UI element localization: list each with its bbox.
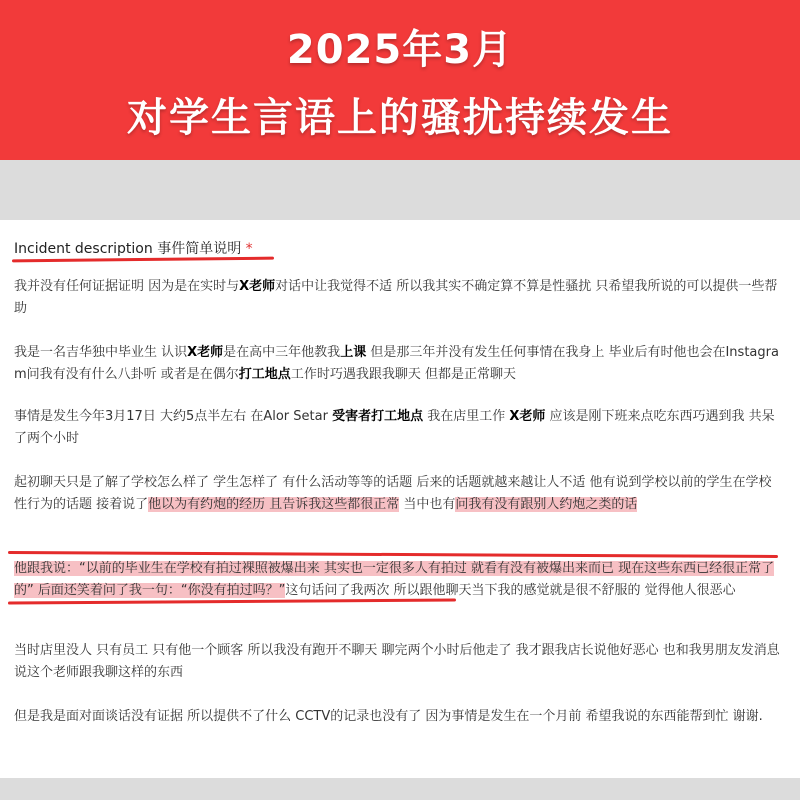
p2-class-word: 上课	[340, 345, 367, 360]
paragraph-3	[14, 406, 784, 450]
p3-text-a: 事情是发生今年3月17日 大约5点半左右 在Alor Setar	[14, 409, 333, 424]
p1-text-a: 我并没有任何证据证明 因为是在实时与	[14, 279, 240, 294]
paragraph-7: 但是我是面对面谈话没有证据 所以提供不了什么 CCTV的记录也没有了 因为事情是发生在一个月前 希望我说的东西能帮到忙 谢谢.	[14, 709, 763, 724]
incident-form-card	[0, 220, 800, 778]
p4-text-c: 当中也有	[399, 497, 456, 512]
p1-teacher-name: X老师	[239, 279, 276, 294]
p3-victim-workplace: 受害者打工地点	[332, 409, 424, 424]
paragraph-1	[14, 276, 784, 320]
p5-highlight-quote: 他跟我说：“以前的毕业生在学校有拍过裸照被爆出来 其实也一定很多人有拍过 就看有没有被爆出来而已 现在这些东西已经很正常了的” 后面还笑着问了我一句：“你没有拍过吗？”	[14, 561, 775, 598]
paragraph-2	[14, 342, 784, 386]
p4-highlight-1: 他以为有约炮的经历 且告诉我这些都很正常	[148, 497, 400, 512]
required-asterisk: *	[245, 241, 253, 257]
p5-text-b: 这句话问了我两次 所以跟他聊天当下我的感觉就是很不舒服的 觉得他人很恶心	[285, 583, 736, 598]
p2-text-g: 工作时巧遇我跟我聊天 但都是正常聊天	[290, 367, 516, 382]
banner-headline: 对学生言语上的骚扰持续发生	[127, 95, 673, 141]
p3-text-e: 应该是刚下班来点吃东西巧遇到我 共呆了两个小时	[14, 409, 775, 446]
field-label	[14, 238, 253, 258]
banner-date: 2025年3月	[286, 27, 514, 73]
p2-text-e: 但是那三年并没有发生任何事情在我身上 毕业后有时他也会在Instagram问我有没有什么八卦听 或者是在偶尔	[14, 345, 779, 382]
title-banner	[0, 0, 800, 160]
p2-teacher-name: X老师	[187, 345, 224, 360]
p1-text-c: 对话中让我觉得不适 所以我其实不确定算不算是性骚扰 只希望我所说的可以提供一些帮助	[14, 279, 778, 316]
p2-workplace: 打工地点	[238, 367, 291, 382]
p2-text-c: 是在高中三年他教我	[223, 345, 341, 360]
field-label-text: Incident description 事件简单说明	[14, 241, 242, 257]
p3-text-c: 我在店里工作	[423, 409, 510, 424]
paragraph-4	[14, 472, 784, 516]
p2-text-a: 我是一名吉华独中毕业生 认识	[14, 345, 188, 360]
p3-teacher-name: X老师	[509, 409, 546, 424]
p4-highlight-2: 问我有没有跟别人约炮之类的话	[455, 497, 638, 512]
p4-text-a: 起初聊天只是了解了学校怎么样了 学生怎样了 有什么活动等等的话题 后来的话题就越来越让人不适 他有说到学校以前的学生在学校性行为的话题 接着说了	[14, 475, 772, 512]
paragraph-6: 当时店里没人 只有员工 只有他一个顾客 所以我没有跑开不聊天 聊完两个小时后他走了 我才跟我店长说他好恶心 也和我男朋友发消息说这个老师跟我聊这样的东西	[14, 643, 780, 680]
paragraph-5	[14, 558, 784, 602]
red-strike-annotation-top	[8, 551, 778, 558]
